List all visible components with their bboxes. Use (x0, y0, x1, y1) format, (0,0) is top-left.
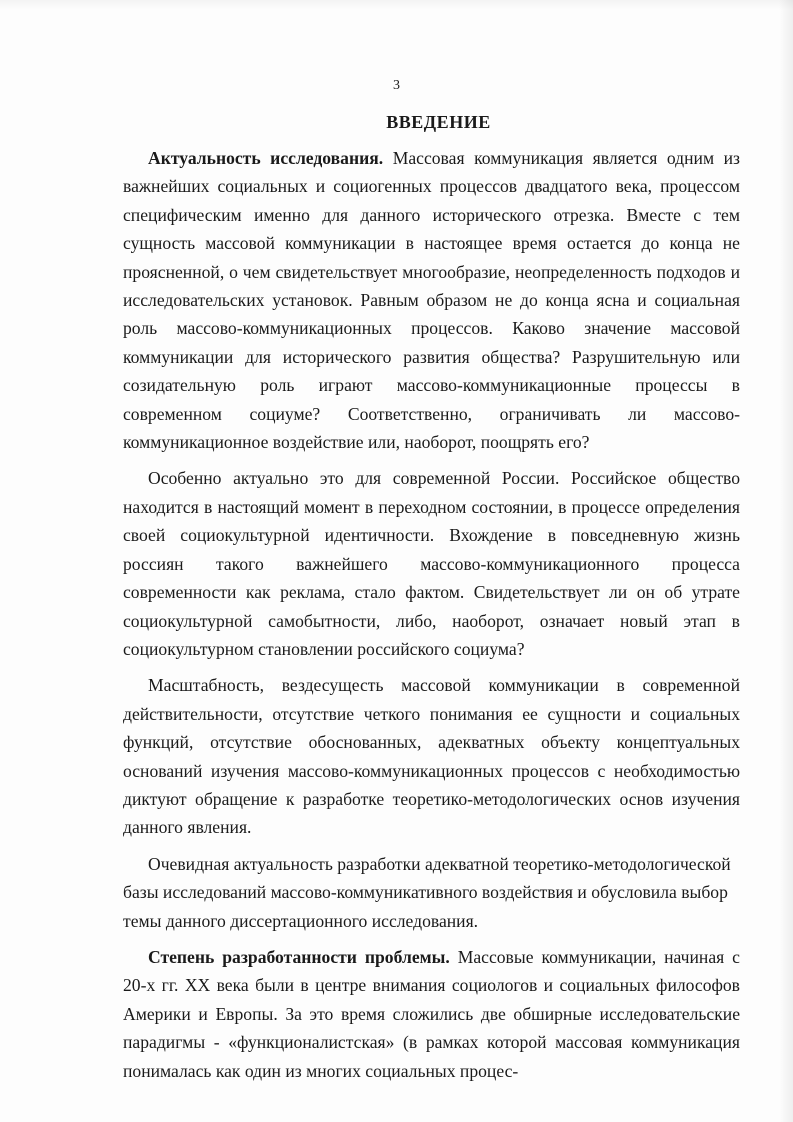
body-text (123, 144, 740, 1085)
scan-edge-shadow (779, 0, 793, 1122)
paragraph-lead-relevance: Актуальность исследования. (148, 148, 384, 168)
paragraph-problem-development (123, 943, 740, 1085)
paragraph-lead-problem: Степень разработанности проблемы. (148, 946, 450, 967)
paragraph-text: Очевидная актуальность разработки адекватной теоретико-методологической базы исследований массово-коммуникативного воздействия и обусловила выбор темы данного диссертационного исследования. (123, 853, 731, 931)
paragraph-scale (123, 671, 740, 841)
paragraph-russia (123, 464, 740, 663)
section-heading: ВВЕДЕНИЕ (386, 112, 491, 132)
paragraph-text: Массовая коммуникация является одним из важнейших социальных и социогенных процессов двадцатого века, процессом специфическим именно для данного исторического отрезка. Вместе с тем сущность массовой коммуникации в настоящее время остается до конца не проясненной, о чем свидетельствует многообразие, неопределенность подходов и исследовательских установок. Равным образом не до конца ясна и социальная роль массово-коммуникационных процессов. Каково значение массовой коммуникации для исторического развития общества? Разрушительную или созидательную роль играют массово-коммуникационные процессы в современном социуме? Соответственно, ограничивать ли массово-коммуникационное воздействие или, наоборот, поощрять его? (123, 148, 740, 453)
page-number: 3 (393, 78, 400, 93)
paragraph-relevance (123, 144, 740, 456)
scan-edge-top (0, 0, 793, 10)
paragraph-text: Особенно актуально это для современной России. Российское общество находится в настоящий момент в переходном состоянии, в процессе определения своей социокультурной идентичности. Вхождение в повседневную жизнь россиян такого важнейшего массово-коммуникационного процесса современности как реклама, стало фактом. Свидетельствует ли он об утрате социокультурной самобытности, либо, наоборот, означает новый этап в социокультурном становлении российского социума? (123, 468, 740, 659)
paragraph-topic-choice (123, 850, 740, 935)
paragraph-text: Массовые коммуникации, начиная с 20-х гг. XX века были в центре внимания социологов и социальных философов Америки и Европы. За это время сложились две обширные исследовательские парадигмы - «функционалистская» (в рамках которой массовая коммуникация понималась как один из многих социальных процес- (123, 946, 740, 1081)
paragraph-text: Масштабность, вездесущесть массовой коммуникации в современной действительности, отсутствие четкого понимания ее сущности и социальных функций, отсутствие обоснованных, адекватных объекту концептуальных оснований изучения массово-коммуникационных процессов с необходимостью диктуют обращение к разработке теоретико-методологических основ изучения данного явления. (123, 675, 740, 838)
